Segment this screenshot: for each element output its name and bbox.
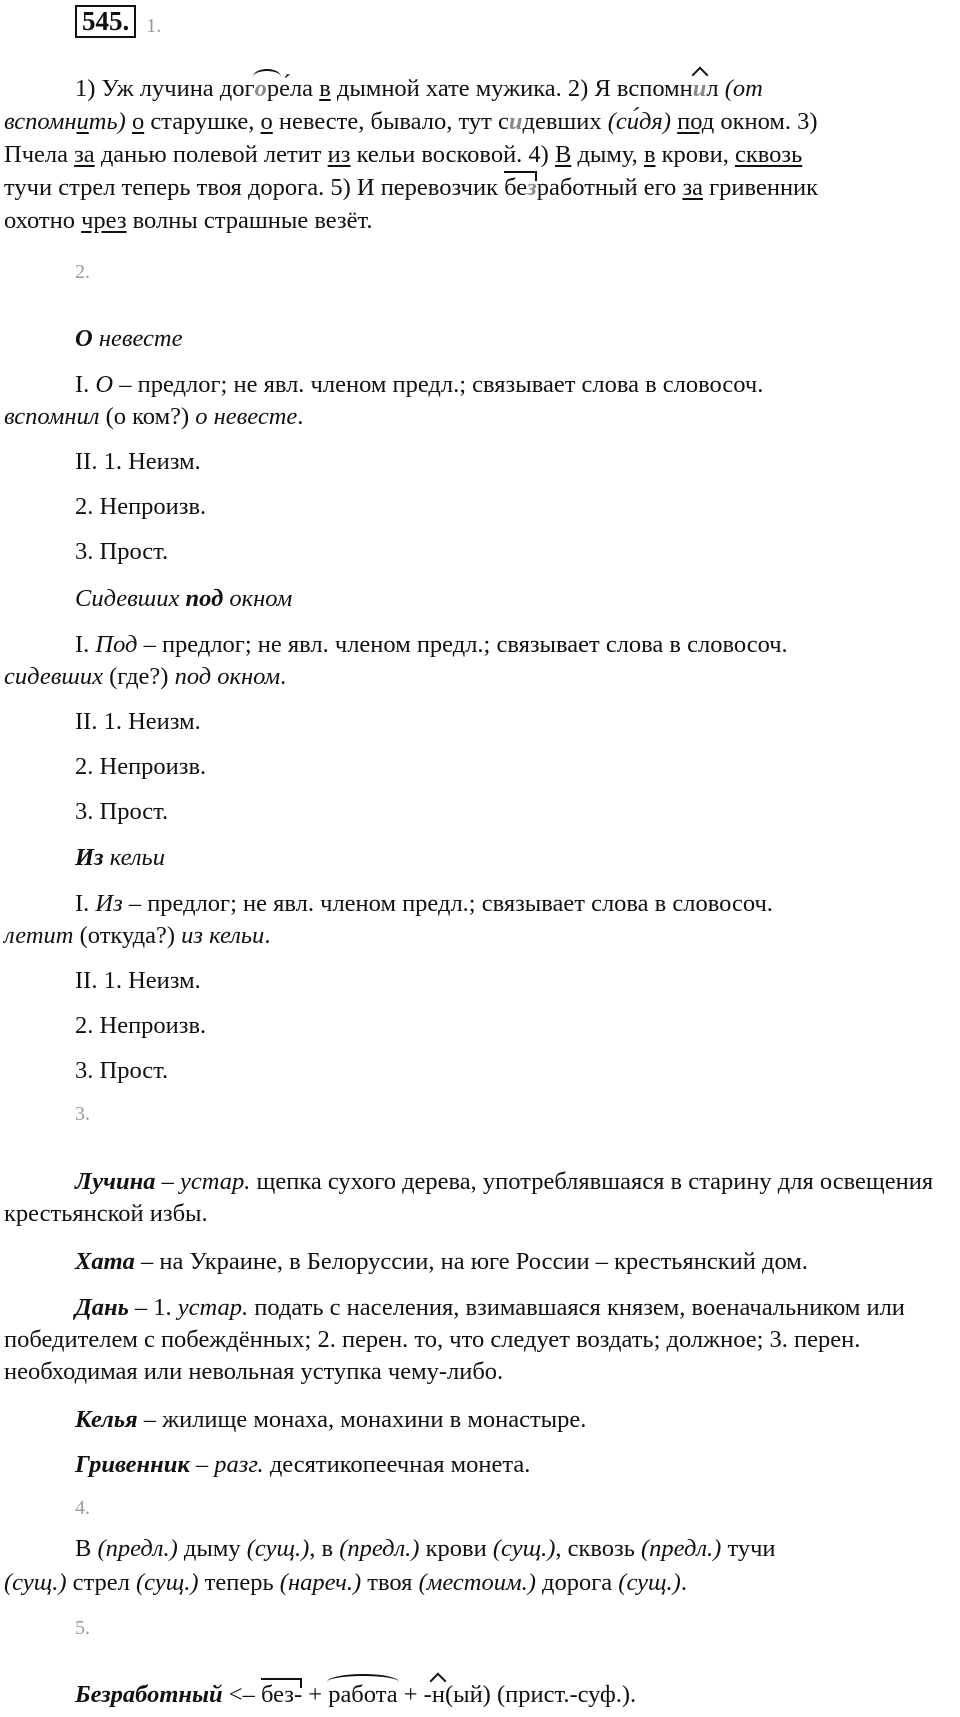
- parse-title-o: О невесте: [75, 325, 183, 352]
- glossary-luchina: Лучина – устар. щепка сухого дерева, употреблявшаяся в старину для освещения крестьянской избы.: [4, 1168, 934, 1227]
- parse-feature-1: II. 1. Неизм.: [75, 967, 201, 994]
- parse-example-o: вспомнил (о ком?) о невесте.: [4, 403, 304, 430]
- parse-feature-2: 2. Непроизв.: [75, 753, 207, 780]
- task1-text: [4, 72, 954, 237]
- glossary-dan: Дань – 1. устар. подать с населения, взимавшаяся князем, военачальником или победителем с побеждённых; 2. перен. то, что следует воздать; должное; 3. перен. необходимая или невольная уступка чему-либо.: [4, 1294, 905, 1385]
- parse-feature-1: II. 1. Неизм.: [75, 708, 201, 735]
- exercise-number: 545.: [75, 5, 136, 38]
- parse-feature-3: 3. Прост.: [75, 1057, 169, 1084]
- parse-head-pod: I. Под – предлог; не явл. членом предл.; связывает слова в словосоч.: [75, 631, 788, 658]
- glossary-kelya: Келья – жилище монаха, монахини в монастыре.: [75, 1406, 587, 1433]
- task1-line-1: 1) Уж лучина дог оре́ла в дымной хате мужика. 2) Я вспомнил (от: [75, 75, 763, 102]
- task1-line-5: охотно чрез волны страшные везёт.: [4, 207, 373, 234]
- exercise-header: [75, 4, 161, 38]
- suffix-mark: н: [431, 1681, 445, 1708]
- parse-feature-3: 3. Прост.: [75, 538, 169, 565]
- parse-feature-2: 2. Непроизв.: [75, 1012, 207, 1039]
- task-number-5: 5.: [75, 1617, 90, 1639]
- task1-line-4: тучи стрел теперь твоя дорога. 5) И перевозчик безработный его за гривенник: [4, 174, 819, 201]
- parse-feature-2: 2. Непроизв.: [75, 493, 207, 520]
- task-number-1: 1.: [146, 15, 162, 37]
- parse-example-iz: летит (откуда?) из кельи.: [4, 922, 271, 949]
- parse-feature-1: II. 1. Неизм.: [75, 448, 201, 475]
- parse-title-iz: Из кельи: [75, 844, 165, 871]
- glossary-grivennik: Гривенник – разг. десятикопеечная монета.: [75, 1451, 531, 1478]
- task-number-4: 4.: [75, 1497, 90, 1519]
- prefix-mark: без-: [260, 1681, 303, 1708]
- task1-line-3: Пчела за данью полевой летит из кельи восковой. 4) В дыму, в крови, сквозь: [4, 141, 803, 168]
- parse-head-o: I. О – предлог; не явл. членом предл.; связывает слова в словосоч.: [75, 371, 764, 398]
- parse-feature-3: 3. Прост.: [75, 798, 169, 825]
- glossary-hata: Хата – на Украине, в Белоруссии, на юге России – крестьянский дом.: [75, 1248, 808, 1275]
- parse-title-pod: Сидевших под окном: [75, 585, 293, 612]
- parse-head-iz: I. Из – предлог; не явл. членом предл.; связывает слова в словосоч.: [75, 890, 773, 917]
- root-mark: работа: [328, 1681, 398, 1708]
- parse-example-pod: сидевших (где?) под окном.: [4, 663, 287, 690]
- task-number-3: 3.: [75, 1103, 90, 1125]
- morph-line-1: В (предл.) дыму (сущ.), в (предл.) крови (сущ.), сквозь (предл.) тучи: [75, 1535, 776, 1562]
- morph-line-2: (сущ.) стрел (сущ.) теперь (нареч.) твоя (местоим.) дорога (сущ.).: [4, 1569, 687, 1596]
- task1-line-2: вспомнить) о старушке, о невесте, бывало, тут сидевших (си́дя) под окном. 3): [4, 108, 818, 135]
- word-formation: Безработный <– без- + работа + -н(ый) (прист.-суф.).: [75, 1681, 637, 1708]
- task-number-2: 2.: [75, 261, 90, 283]
